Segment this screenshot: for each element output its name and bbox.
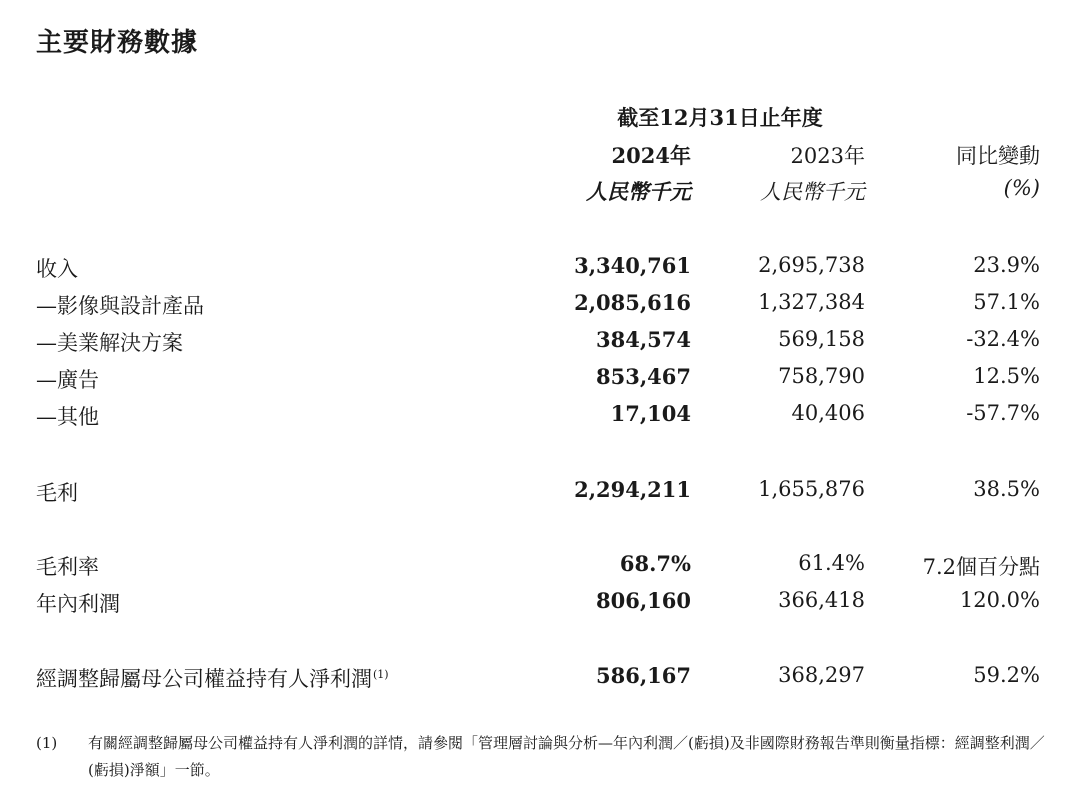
value-2024: 2,294,211 [574, 477, 691, 502]
value-2024: 586,167 [596, 663, 691, 688]
value-2023: 758,790 [778, 364, 865, 388]
value-2023: 1,327,384 [758, 290, 865, 314]
column-header-change: 同比變動 [956, 144, 1040, 168]
row-label: 毛利 [36, 481, 78, 505]
value-2024: 806,160 [596, 588, 691, 613]
value-2023: 366,418 [778, 588, 865, 612]
value-change: 57.1% [973, 290, 1040, 314]
unit-2023: 人民幣千元 [760, 180, 865, 204]
value-change: 59.2% [973, 663, 1040, 687]
value-change: 120.0% [959, 588, 1040, 612]
footnote-text: 有關經調整歸屬母公司權益持有人淨利潤的詳情，請參閱「管理層討論與分析—年內利潤／(虧損)及非國際財務報告準則衡量指標：經調整利潤／(虧損)淨額」一節。 [88, 734, 1045, 779]
value-change: 12.5% [973, 364, 1040, 388]
value-2024: 2,085,616 [574, 290, 691, 315]
period-header: 截至12月31日止年度 [617, 105, 823, 130]
value-2023: 1,655,876 [758, 477, 865, 501]
value-change: -32.4% [966, 327, 1040, 351]
row-label: —影像與設計產品 [36, 294, 204, 318]
row-label: 毛利率 [36, 555, 99, 579]
value-change: 23.9% [973, 253, 1040, 277]
footnote-ref: (1) [373, 668, 389, 681]
value-2023: 40,406 [791, 401, 865, 425]
row-label: 收入 [36, 257, 78, 281]
value-2023: 569,158 [778, 327, 865, 351]
footnote [36, 730, 1046, 784]
value-2024: 853,467 [596, 364, 691, 389]
row-label: 年內利潤 [36, 592, 120, 616]
value-change: -57.7% [966, 401, 1040, 425]
column-header-2024: 2024年 [611, 143, 691, 168]
value-2023: 61.4% [798, 551, 865, 575]
value-2024: 17,104 [610, 401, 691, 426]
value-2023: 368,297 [778, 663, 865, 687]
row-label: —其他 [36, 405, 99, 429]
unit-change: (%) [1003, 176, 1040, 200]
footnote-number: (1) [36, 734, 58, 752]
value-2024: 3,340,761 [574, 253, 691, 278]
row-label: —美業解決方案 [36, 331, 183, 355]
unit-2024: 人民幣千元 [586, 179, 691, 204]
row-label: —廣告 [36, 368, 99, 392]
value-2023: 2,695,738 [758, 253, 865, 277]
value-change: 38.5% [973, 477, 1040, 501]
row-label-text: 經調整歸屬母公司權益持有人淨利潤 [36, 667, 372, 691]
value-2024: 68.7% [619, 551, 691, 576]
page-title: 主要財務數據 [36, 28, 199, 58]
column-header-2023: 2023年 [790, 144, 865, 168]
value-change: 7.2個百分點 [922, 555, 1040, 579]
row-label [36, 663, 389, 693]
value-2024: 384,574 [596, 327, 691, 352]
